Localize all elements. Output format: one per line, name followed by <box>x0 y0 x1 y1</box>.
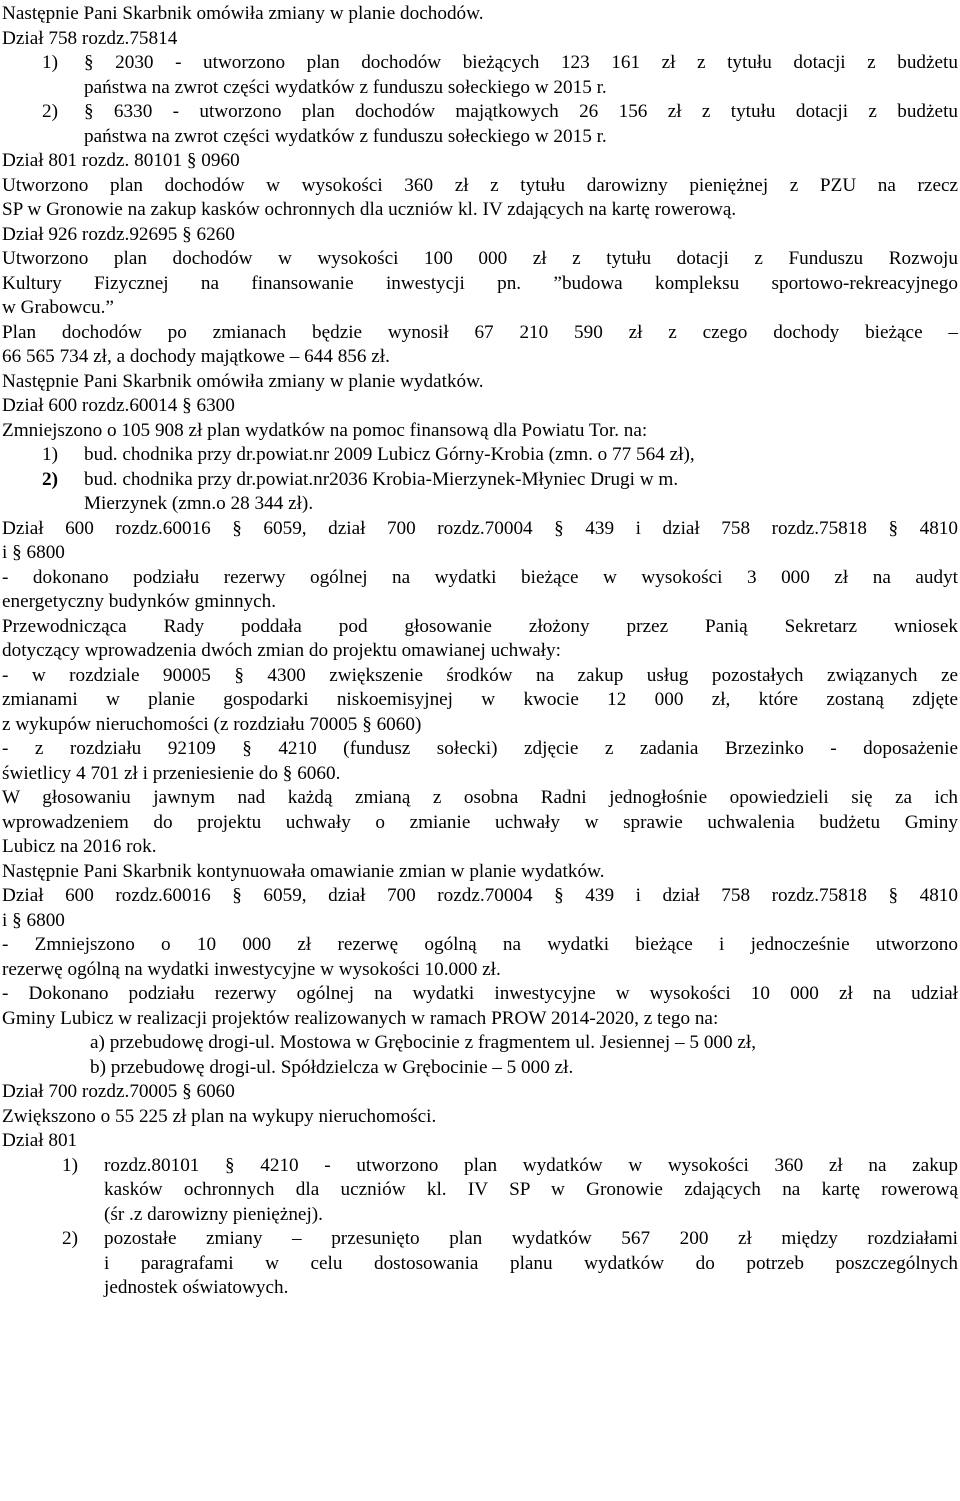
list-item <box>2 1227 958 1301</box>
list-item <box>2 468 958 517</box>
paragraph: rezerwę ogólną na wydatki inwestycyjne w wysokości 10.000 zł. <box>2 958 501 980</box>
paragraph: - w rozdziale 90005 § 4300 zwiększenie środków na zakup usług pozostałych związanych ze <box>2 664 958 686</box>
paragraph: - Zmniejszono o 10 000 zł rezerwę ogólną na wydatki bieżące i jednocześnie utworzono <box>2 934 958 955</box>
paragraph: w Grabowcu.” <box>2 297 114 318</box>
section-heading: Dział 801 <box>2 1130 78 1151</box>
paragraph: Utworzono plan dochodów w wysokości 100 000 zł z tytułu dotacji z Funduszu Rozwoju <box>2 248 958 269</box>
section-heading: Dział 801 rozdz. 80101 § 0960 <box>2 150 240 171</box>
list-text: państwa na zwrot części wydatków z funduszu sołeckiego w 2015 r. <box>84 125 607 147</box>
paragraph: Następnie Pani Skarbnik omówiła zmiany w planie wydatków. <box>2 370 484 392</box>
paragraph: energetyczny budynków gminnych. <box>2 591 277 612</box>
section-heading: Dział 600 rozdz.60016 § 6059, dział 700 rozdz.70004 § 439 i dział 758 rozdz.75818 § 4810 <box>2 517 958 539</box>
list-number: 1) <box>42 444 58 465</box>
list-text: bud. chodnika przy dr.powiat.nr 2009 Lubicz Górny-Krobia (zmn. o 77 564 zł), <box>84 444 695 465</box>
list-text: b) przebudowę drogi-ul. Spółdzielcza w Grębocinie – 5 000 zł. <box>90 1056 574 1078</box>
paragraph: - z rozdziału 92109 § 4210 (fundusz sołecki) zdjęcie z zadania Brzezinko - doposażenie <box>2 738 958 759</box>
section-heading: Dział 926 rozdz.92695 § 6260 <box>2 223 235 245</box>
paragraph: Gminy Lubicz w realizacji projektów realizowanych w ramach PROW 2014-2020, z tego na: <box>2 1007 719 1029</box>
paragraph: dotyczący wprowadzenia dwóch zmian do projektu omawianej uchwały: <box>2 640 561 661</box>
paragraph: Następnie Pani Skarbnik kontynuowała omawianie zmian w planie wydatków. <box>2 860 605 882</box>
list-text: rozdz.80101 § 4210 - utworzono plan wydatków w wysokości 360 zł na zakup <box>104 1154 958 1176</box>
section-heading: Dział 600 rozdz.60014 § 6300 <box>2 395 235 416</box>
paragraph: Zwiększono o 55 225 zł plan na wykupy nieruchomości. <box>2 1105 437 1127</box>
paragraph: wprowadzeniem do projektu uchwały o zmianie uchwały w sprawie uchwalenia budżetu Gminy <box>2 811 958 833</box>
list-number: 1) <box>62 1154 78 1176</box>
list-text: jednostek oświatowych. <box>104 1277 289 1298</box>
list-text: państwa na zwrot części wydatków z funduszu sołeckiego w 2015 r. <box>84 76 607 98</box>
list-item <box>2 443 958 468</box>
paragraph: Następnie Pani Skarbnik omówiła zmiany w planie dochodów. <box>2 3 484 24</box>
paragraph: Plan dochodów po zmianach będzie wynosił 67 210 590 zł z czego dochody bieżące – <box>2 321 958 343</box>
section-heading: Dział 600 rozdz.60016 § 6059, dział 700 rozdz.70004 § 439 i dział 758 rozdz.75818 § 4810 <box>2 885 958 906</box>
paragraph: - dokonano podziału rezerwy ogólnej na wydatki bieżące w wysokości 3 000 zł na audyt <box>2 566 958 588</box>
section-heading: Dział 758 rozdz.75814 <box>2 27 178 49</box>
list-text: kasków ochronnych dla uczniów kl. IV SP w Gronowie zdających na kartę rowerową <box>104 1179 958 1200</box>
list-text: i paragrafami w celu dostosowania planu wydatków do potrzeb poszczególnych <box>104 1252 958 1274</box>
list-item <box>2 1154 958 1228</box>
list-item <box>2 51 958 100</box>
list-text: pozostałe zmiany – przesunięto plan wydatków 567 200 zł między rozdziałami <box>104 1228 958 1249</box>
paragraph: 66 565 734 zł, a dochody majątkowe – 644 856 zł. <box>2 346 390 367</box>
list-text: bud. chodnika przy dr.powiat.nr2036 Krobia-Mierzynek-Młyniec Drugi w m. <box>84 468 679 490</box>
section-heading: i § 6800 <box>2 542 65 563</box>
list-text: Mierzynek (zmn.o 28 344 zł). <box>84 493 314 514</box>
paragraph: z wykupów nieruchomości (z rozdziału 70005 § 6060) <box>2 713 422 735</box>
paragraph: W głosowaniu jawnym nad każdą zmianą z osobna Radni jednogłośnie opowiedzieli się za ich <box>2 787 958 808</box>
list-number: 2) <box>42 468 58 490</box>
paragraph: Utworzono plan dochodów w wysokości 360 zł z tytułu darowizny pieniężnej z PZU na rzecz <box>2 174 958 196</box>
paragraph: - Dokonano podziału rezerwy ogólnej na wydatki inwestycyjne w wysokości 10 000 zł na udział <box>2 983 958 1004</box>
section-heading: i § 6800 <box>2 909 65 931</box>
list-text: § 6330 - utworzono plan dochodów majątkowych 26 156 zł z tytułu dotacji z budżetu <box>84 101 958 122</box>
section-heading: Dział 700 rozdz.70005 § 6060 <box>2 1081 235 1102</box>
paragraph: zmianami w planie gospodarki niskoemisyjnej w kwocie 12 000 zł, które zostaną zdjęte <box>2 689 958 710</box>
list-number: 2) <box>42 101 58 122</box>
list-text: a) przebudowę drogi-ul. Mostowa w Grębocinie z fragmentem ul. Jesiennej – 5 000 zł, <box>90 1032 757 1053</box>
list-text: (śr .z darowizny pieniężnej). <box>104 1203 323 1225</box>
paragraph: Przewodnicząca Rady poddała pod głosowanie złożony przez Panią Sekretarz wniosek <box>2 615 958 637</box>
paragraph: Lubicz na 2016 rok. <box>2 836 157 857</box>
list-number: 2) <box>62 1228 78 1249</box>
list-text: § 2030 - utworzono plan dochodów bieżących 123 161 zł z tytułu dotacji z budżetu <box>84 52 958 73</box>
list-number: 1) <box>42 52 58 73</box>
paragraph: świetlicy 4 701 zł i przeniesienie do § 6060. <box>2 762 341 784</box>
paragraph: Kultury Fizycznej na finansowanie inwestycji pn. ”budowa kompleksu sportowo-rekreacyjnego <box>2 272 958 294</box>
paragraph: Zmniejszono o 105 908 zł plan wydatków na pomoc finansową dla Powiatu Tor. na: <box>2 419 648 441</box>
paragraph: SP w Gronowie na zakup kasków ochronnych dla uczniów kl. IV zdających na kartę rowerową. <box>2 199 737 220</box>
list-item <box>2 100 958 149</box>
